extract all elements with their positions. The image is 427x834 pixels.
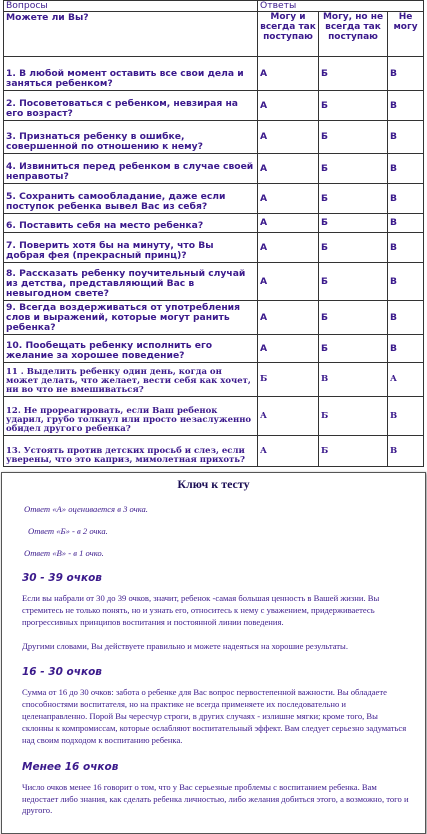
answer-cell-c: В <box>388 301 424 335</box>
table-row <box>4 263 424 301</box>
table-subheader-row <box>4 12 424 57</box>
table-header-row <box>4 1 424 12</box>
answer-cell-a: Б <box>258 363 319 397</box>
question-cell: 12. Не прореагировать, если Ваш ребенок ударил, грубо толкнул или просто незаслуженно обидел другого ребенка? <box>4 397 258 436</box>
question-cell: 13. Устоять против детских просьб и слез, если уверены, что это каприз, мимолетная прихоть? <box>4 436 258 467</box>
table-row <box>4 233 424 263</box>
scoring-rule: Ответ «В» - в 1 очко. <box>24 548 104 558</box>
answer-cell-a: А <box>258 184 319 214</box>
answers-column-header: Ответы <box>258 1 424 12</box>
questions-column-header: Вопросы <box>4 1 258 12</box>
scoring-rule: Ответ «А» оценивается в 3 очка. <box>24 504 148 514</box>
answer-cell-a: А <box>258 263 319 301</box>
answer-cell-a: А <box>258 91 319 121</box>
answer-cell-c: В <box>388 214 424 233</box>
table-row <box>4 121 424 154</box>
table-row <box>4 91 424 121</box>
answer-cell-b: В <box>319 363 388 397</box>
scoring-rule: Ответ «Б» - в 2 очка. <box>28 526 108 536</box>
score-range-heading: Менее 16 очков <box>22 760 119 773</box>
answer-cell-a: А <box>258 233 319 263</box>
answer-cell-b: Б <box>319 184 388 214</box>
result-paragraph: Число очков менее 16 говорит о том, что у Вас серьезные проблемы с воспитанием ребенка. Вам недостает либо знания, как сделать ребенка личностью, либо желания добиться этого, а возможно, того и другого. <box>22 781 409 816</box>
question-cell: 2. Посоветоваться с ребенком, невзирая на его возраст? <box>4 91 258 121</box>
answer-cell-a: А <box>258 121 319 154</box>
answer-cell-a: А <box>258 335 319 363</box>
answer-cell-b: Б <box>319 436 388 467</box>
quiz-table <box>3 0 424 467</box>
result-paragraph: Сумма от 16 до 30 очков: забота о ребенке для Вас вопрос первостепенной важности. Вы обладаете способностями воспитателя, но на практике не всегда применяете их последовательно и целенаправленно. Порой Вы чересчур строги, в других случаях - излишне мягки; кроме того, Вы склонны к компромиссам, которые ослабляют воспитательный эффект. Вам следует серьезно задуматься над своим подходом к воспитанию ребенка. <box>22 687 407 745</box>
question-cell: 8. Рассказать ребенку поучительный случай из детства, представляющий Вас в невыгодном свете? <box>4 263 258 301</box>
answer-cell-a: А <box>258 436 319 467</box>
table-row <box>4 57 424 91</box>
answer-cell-c: В <box>388 263 424 301</box>
answer-cell-b: Б <box>319 301 388 335</box>
score-range-heading: 30 - 39 очков <box>22 572 102 584</box>
answer-cell-b: Б <box>319 91 388 121</box>
key-title: Ключ к тесту <box>177 477 250 491</box>
answer-cell-b: Б <box>319 214 388 233</box>
question-cell: 5. Сохранить самообладание, даже если поступок ребенка вывел Вас из себя? <box>4 184 258 214</box>
table-row <box>4 436 424 467</box>
score-sections <box>2 572 425 817</box>
answer-header-b: Могу, но не всегда так поступаю <box>319 12 388 57</box>
table-row <box>4 335 424 363</box>
question-cell: 6. Поставить себя на место ребенка? <box>4 214 258 233</box>
answer-cell-c: В <box>388 335 424 363</box>
answer-cell-c: В <box>388 397 424 436</box>
answer-cell-b: Б <box>319 154 388 184</box>
table-row <box>4 363 424 397</box>
question-cell: 7. Поверить хотя бы на минуту, что Вы добрая фея (прекрасный принц)? <box>4 233 258 263</box>
answer-cell-b: Б <box>319 57 388 91</box>
table-row <box>4 214 424 233</box>
question-cell: 3. Признаться ребенку в ошибке, совершенной по отношению к нему? <box>4 121 258 154</box>
answer-cell-a: А <box>258 57 319 91</box>
answer-cell-c: В <box>388 121 424 154</box>
answer-cell-a: А <box>258 301 319 335</box>
table-row <box>4 154 424 184</box>
answer-cell-c: В <box>388 233 424 263</box>
question-cell: 11 . Выделить ребенку один день, когда он может делать, что желает, вести себя как хочет, ни во что не вмешиваться? <box>4 363 258 397</box>
test-key-section <box>1 472 426 834</box>
table-row <box>4 184 424 214</box>
answer-cell-c: В <box>388 91 424 121</box>
answer-cell-c: В <box>388 184 424 214</box>
question-cell: 10. Пообещать ребенку исполнить его желание за хорошее поведение? <box>4 335 258 363</box>
result-paragraph: Если вы набрали от 30 до 39 очков, значит, ребенок -самая большая ценность в Вашей жизни. Вы стремитесь не только понять, но и узнать его, относитесь к нему с уважением, придерживаетесь прогрессивных принципов воспитания и постоянной линии поведения. <box>22 593 380 627</box>
answer-cell-a: А <box>258 214 319 233</box>
answer-cell-b: Б <box>319 397 388 436</box>
question-subheader: Можете ли Вы? <box>4 12 258 57</box>
answer-cell-c: А <box>388 363 424 397</box>
question-cell: 1. В любой момент оставить все свои дела и заняться ребенком? <box>4 57 258 91</box>
answer-cell-c: В <box>388 57 424 91</box>
question-cell: 4. Извиниться перед ребенком в случае своей неправоты? <box>4 154 258 184</box>
answer-header-c: Не могу <box>388 12 424 57</box>
answer-header-a: Могу и всегда так поступаю <box>258 12 319 57</box>
answer-cell-b: Б <box>319 233 388 263</box>
answer-cell-b: Б <box>319 263 388 301</box>
result-paragraph: Другими словами, Вы действуете правильно и можете надеяться на хорошие результаты. <box>22 640 348 651</box>
score-range-heading: 16 - 30 очков <box>22 666 102 679</box>
table-row <box>4 397 424 436</box>
answer-cell-b: Б <box>319 335 388 363</box>
scoring-list <box>2 504 425 558</box>
answer-cell-c: В <box>388 436 424 467</box>
table-row <box>4 301 424 335</box>
question-cell: 9. Всегда воздерживаться от употребления слов и выражений, которые могут ранить ребенка? <box>4 301 258 335</box>
answer-cell-a: А <box>258 154 319 184</box>
answer-cell-a: А <box>258 397 319 436</box>
answer-cell-c: В <box>388 154 424 184</box>
answer-cell-b: Б <box>319 121 388 154</box>
